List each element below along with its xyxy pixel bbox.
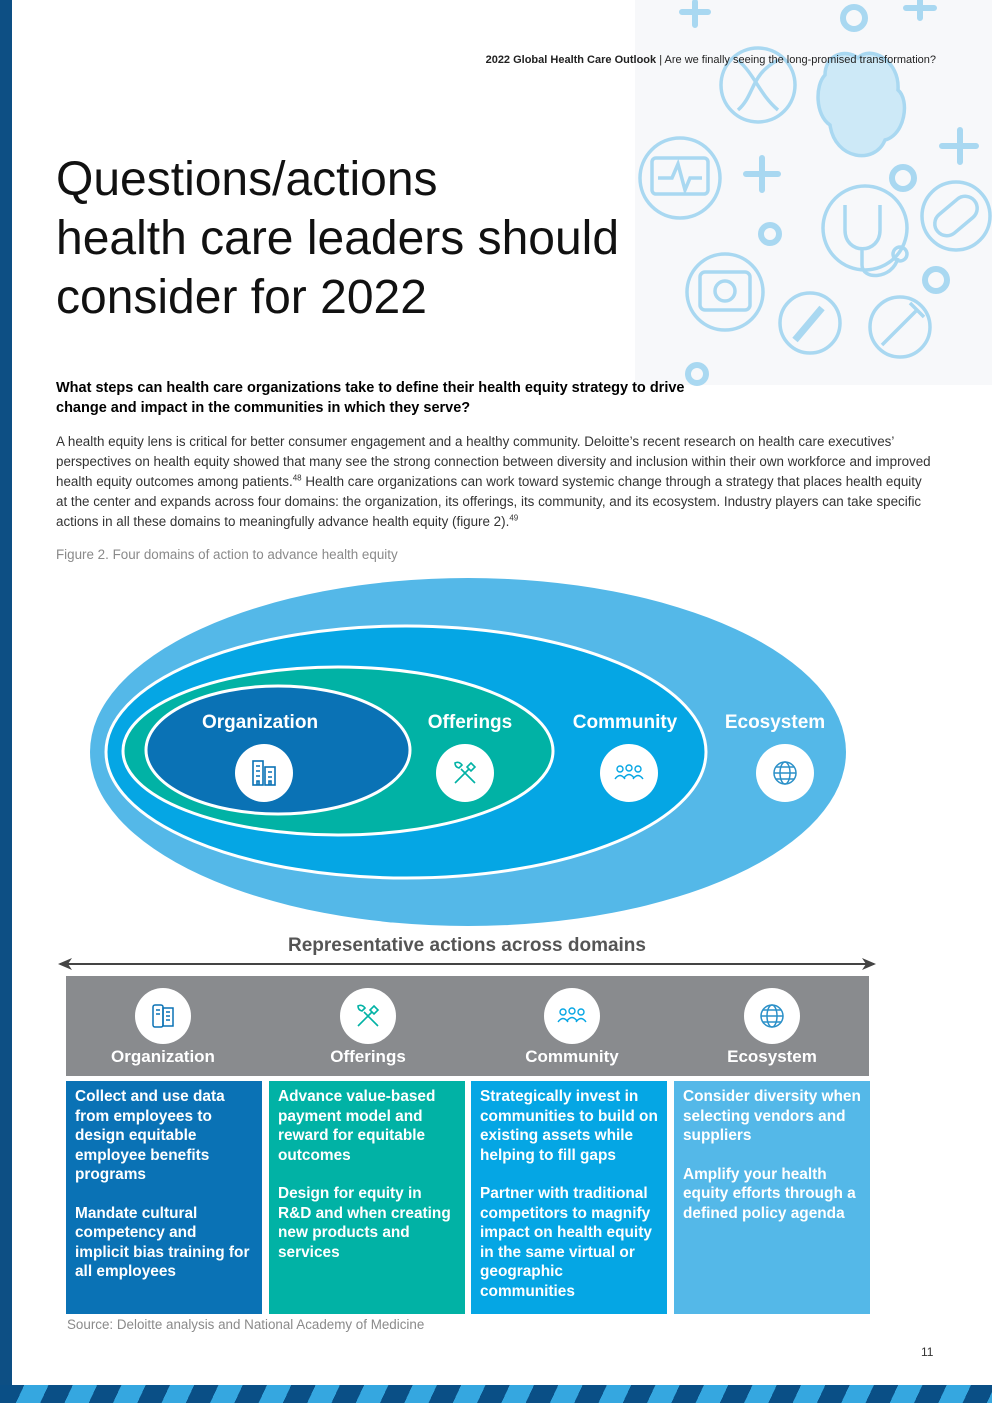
title-line-3: consider for 2022 [56,271,427,324]
figure-caption: Figure 2. Four domains of action to advance health equity [56,547,398,562]
globe-icon [756,744,814,802]
report-title: 2022 Global Health Care Outlook [485,54,657,66]
report-subtitle: Are we finally seeing the long-promised transformation? [664,54,936,66]
double-arrow-icon [56,954,878,974]
tools-icon [340,988,396,1044]
actions-box-ecosystem [674,1081,870,1314]
section-question: What steps can health care organizations take to define their health equity strategy to drive change and impact in the communities in which they serve? [56,380,685,416]
action-item: Mandate cultural competency and implicit bias training for all employees [75,1204,250,1280]
actions-box-community [471,1081,667,1314]
title-line-1: Questions/actions [56,153,438,206]
globe-icon [744,988,800,1044]
action-item: Amplify your health equity efforts through a defined policy agenda [683,1165,856,1222]
people-icon [544,988,600,1044]
actions-box-offerings [269,1081,465,1314]
column-header-offerings [268,976,468,1076]
action-item: Advance value-based payment model and reward for equitable outcomes [278,1088,436,1164]
endnote-ref-48: 48 [292,473,302,483]
title-line-2: health care leaders should [56,212,620,265]
column-label: Ecosystem [727,1047,817,1066]
domain-label-organization: Organization [201,712,319,733]
body-paragraph [56,432,936,532]
action-item: Collect and use data from employees to design equitable employee benefits programs [75,1088,225,1183]
body-text-part-2: Health care organizations can work toward systemic change through a strategy that places health equity at the center and expands across four domains: the organization, its offerings, its community, and its ecosystem. Industry players can take specific actions in all these domains to meaningfully advance health equity (figure 2). [56,474,922,529]
column-header-ecosystem [672,976,872,1076]
column-label: Offerings [330,1047,406,1066]
running-header [486,54,936,66]
figure-source: Source: Deloitte analysis and National Academy of Medicine [67,1317,425,1332]
page-number: 11 [921,1345,934,1359]
people-icon [600,744,658,802]
left-accent-bar [0,0,12,1385]
actions-heading: Representative actions across domains [288,935,646,956]
phone-documents-icon [135,988,191,1044]
column-label: Community [525,1047,619,1066]
actions-box-organization [66,1081,262,1314]
header-separator: | [656,54,665,66]
building-icon [235,744,293,802]
column-header-community [472,976,672,1076]
endnote-ref-49: 49 [509,513,519,523]
column-label: Organization [111,1047,215,1066]
action-item: Design for equity in R&D and when creating new products and services [278,1185,451,1261]
action-item: Partner with traditional competitors to magnify impact on health equity in the same virtual or geographic communities [480,1185,652,1300]
bottom-stripe-bar [0,1385,992,1403]
tools-icon [436,744,494,802]
domain-label-community: Community [572,712,678,733]
action-item: Strategically invest in communities to build on existing assets while helping to fill gaps [480,1088,658,1164]
page-title [56,150,656,327]
domain-label-offerings: Offerings [427,712,513,733]
action-item: Consider diversity when selecting vendors and suppliers [683,1088,861,1144]
column-header-organization [63,976,263,1076]
domains-ellipse-diagram [88,576,848,928]
body-text-part-1: A health equity lens is critical for better consumer engagement and a healthy community. Deloitte’s recent research on health care executives’ perspectives on health equity showed that many see the strong connection between diversity and inclusion within their own workforce and improved health equity outcomes among patients. [56,434,931,489]
domain-label-ecosystem: Ecosystem [724,712,826,733]
